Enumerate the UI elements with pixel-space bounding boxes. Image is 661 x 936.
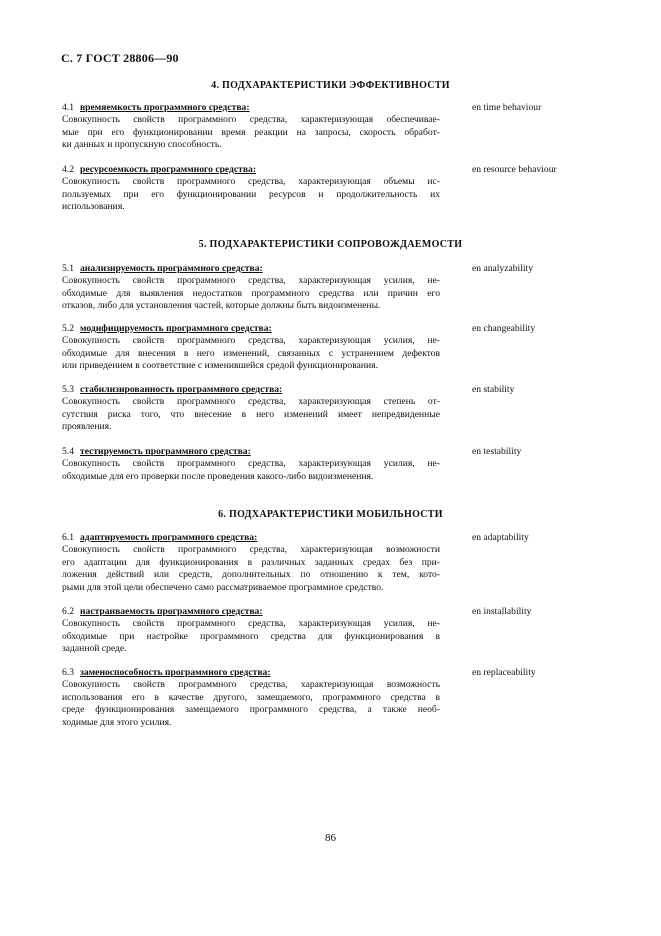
entry-english-term: en installability [472,606,532,617]
entry-english-term: en changeability [472,323,536,334]
entry-number: 5.4 [62,446,74,457]
entry-english-term: en resource behaviour [472,164,557,175]
page-number: 86 [325,832,336,844]
entry-6-1 [62,532,652,594]
entry-english-term: en analyzability [472,263,534,274]
entry-5-1 [62,263,652,313]
entry-english-term: en testability [472,446,522,457]
entry-term: времяемкость программного средства: [80,102,250,113]
entry-5-4 [62,446,652,483]
section-title-4: 4. ПОДХАРАКТЕРИСТИКИ ЭФФЕКТИВНОСТИ [211,80,450,91]
entry-term: ресурсоемкость программного средства: [80,164,257,175]
entry-6-2 [62,606,652,656]
entry-english-term: en adaptability [472,532,529,543]
entry-number: 6.2 [62,606,74,617]
entry-term: стабилизированность программного средства: [80,384,283,395]
entry-definition: Совокупность свойств программного средства, характеризующая возможность использования его в качестве другого, замещаемого, программного средства в среде функционирования замещаемого программного средства, а также необ- ходимые для этого усилия. [62,679,440,728]
entry-definition: Совокупность свойств программного средства, характеризующая усилия, не- обходимые для выявления недостатков программного средства или причин его отказов, либо для установления частей, которые должны быть видоизменены. [62,275,440,312]
page-header: С. 7 ГОСТ 28806—90 [61,51,179,65]
entry-term: настраиваемость программного средства: [80,606,263,617]
entry-number: 6.1 [62,532,74,543]
entry-number: 5.2 [62,323,74,334]
entry-term: модифицируемость программного средства: [80,323,272,334]
entry-term: адаптируемость программного средства: [80,532,258,543]
entry-definition: Совокупность свойств программного средства, характеризующая усилия, не- обходимые при настройке программного средства для функционирования в заданной среде. [62,618,440,655]
section-title-5: 5. ПОДХАРАКТЕРИСТИКИ СОПРОВОЖДАЕМОСТИ [198,239,463,250]
section-title-6: 6. ПОДХАРАКТЕРИСТИКИ МОБИЛЬНОСТИ [218,509,443,520]
entry-4-1 [62,102,652,152]
entry-definition: Совокупность свойств программного средства, характеризующая усилия, не- обходимые для внесения в него изменений, связанных с устранением дефектов или приведением в соответствие с изменившейся средой функционирования. [62,335,440,372]
entry-english-term: en replaceability [472,667,536,678]
entry-5-2 [62,323,652,373]
entry-definition: Совокупность свойств программного средства, характеризующая возможности его адаптации для функционирования в различных заданных средах без при- ложения действий или средств, дополнительных по отношению к тем, кото- рыми для этой цели обеспечено само рассматриваемое программное средство. [62,544,440,593]
entry-definition: Совокупность свойств программного средства, характеризующая обеспечивае- мые при его функционировании время реакции на запросы, скорость обработ- ки данных и пропускную способность. [62,114,440,151]
entry-number: 5.3 [62,384,74,395]
entry-english-term: en stability [472,384,515,395]
entry-definition: Совокупность свойств программного средства, характеризующая усилия, не- обходимые для его проверки после проведения какого-либо видоизменения. [62,458,440,482]
entry-number: 4.2 [62,164,74,175]
entry-definition: Совокупность свойств программного средства, характеризующая объемы ис- пользуемых при его функционировании ресурсов и продолжительность их использования. [62,176,440,213]
entry-definition: Совокупность свойств программного средства, характеризующая степень от- сутствия риска того, что внесение в него изменений имеет непредвиденные проявления. [62,396,440,433]
entry-number: 6.3 [62,667,74,678]
entry-term: тестируемость программного средства: [80,446,251,457]
entry-term: заменоспособность программного средства: [80,667,271,678]
entry-number: 5.1 [62,263,74,274]
entry-term: анализируемость программного средства: [80,263,263,274]
entry-english-term: en time behaviour [472,102,542,113]
entry-number: 4.1 [62,102,74,113]
entry-5-3 [62,384,652,434]
entry-4-2 [62,164,652,214]
entry-6-3 [62,667,652,729]
